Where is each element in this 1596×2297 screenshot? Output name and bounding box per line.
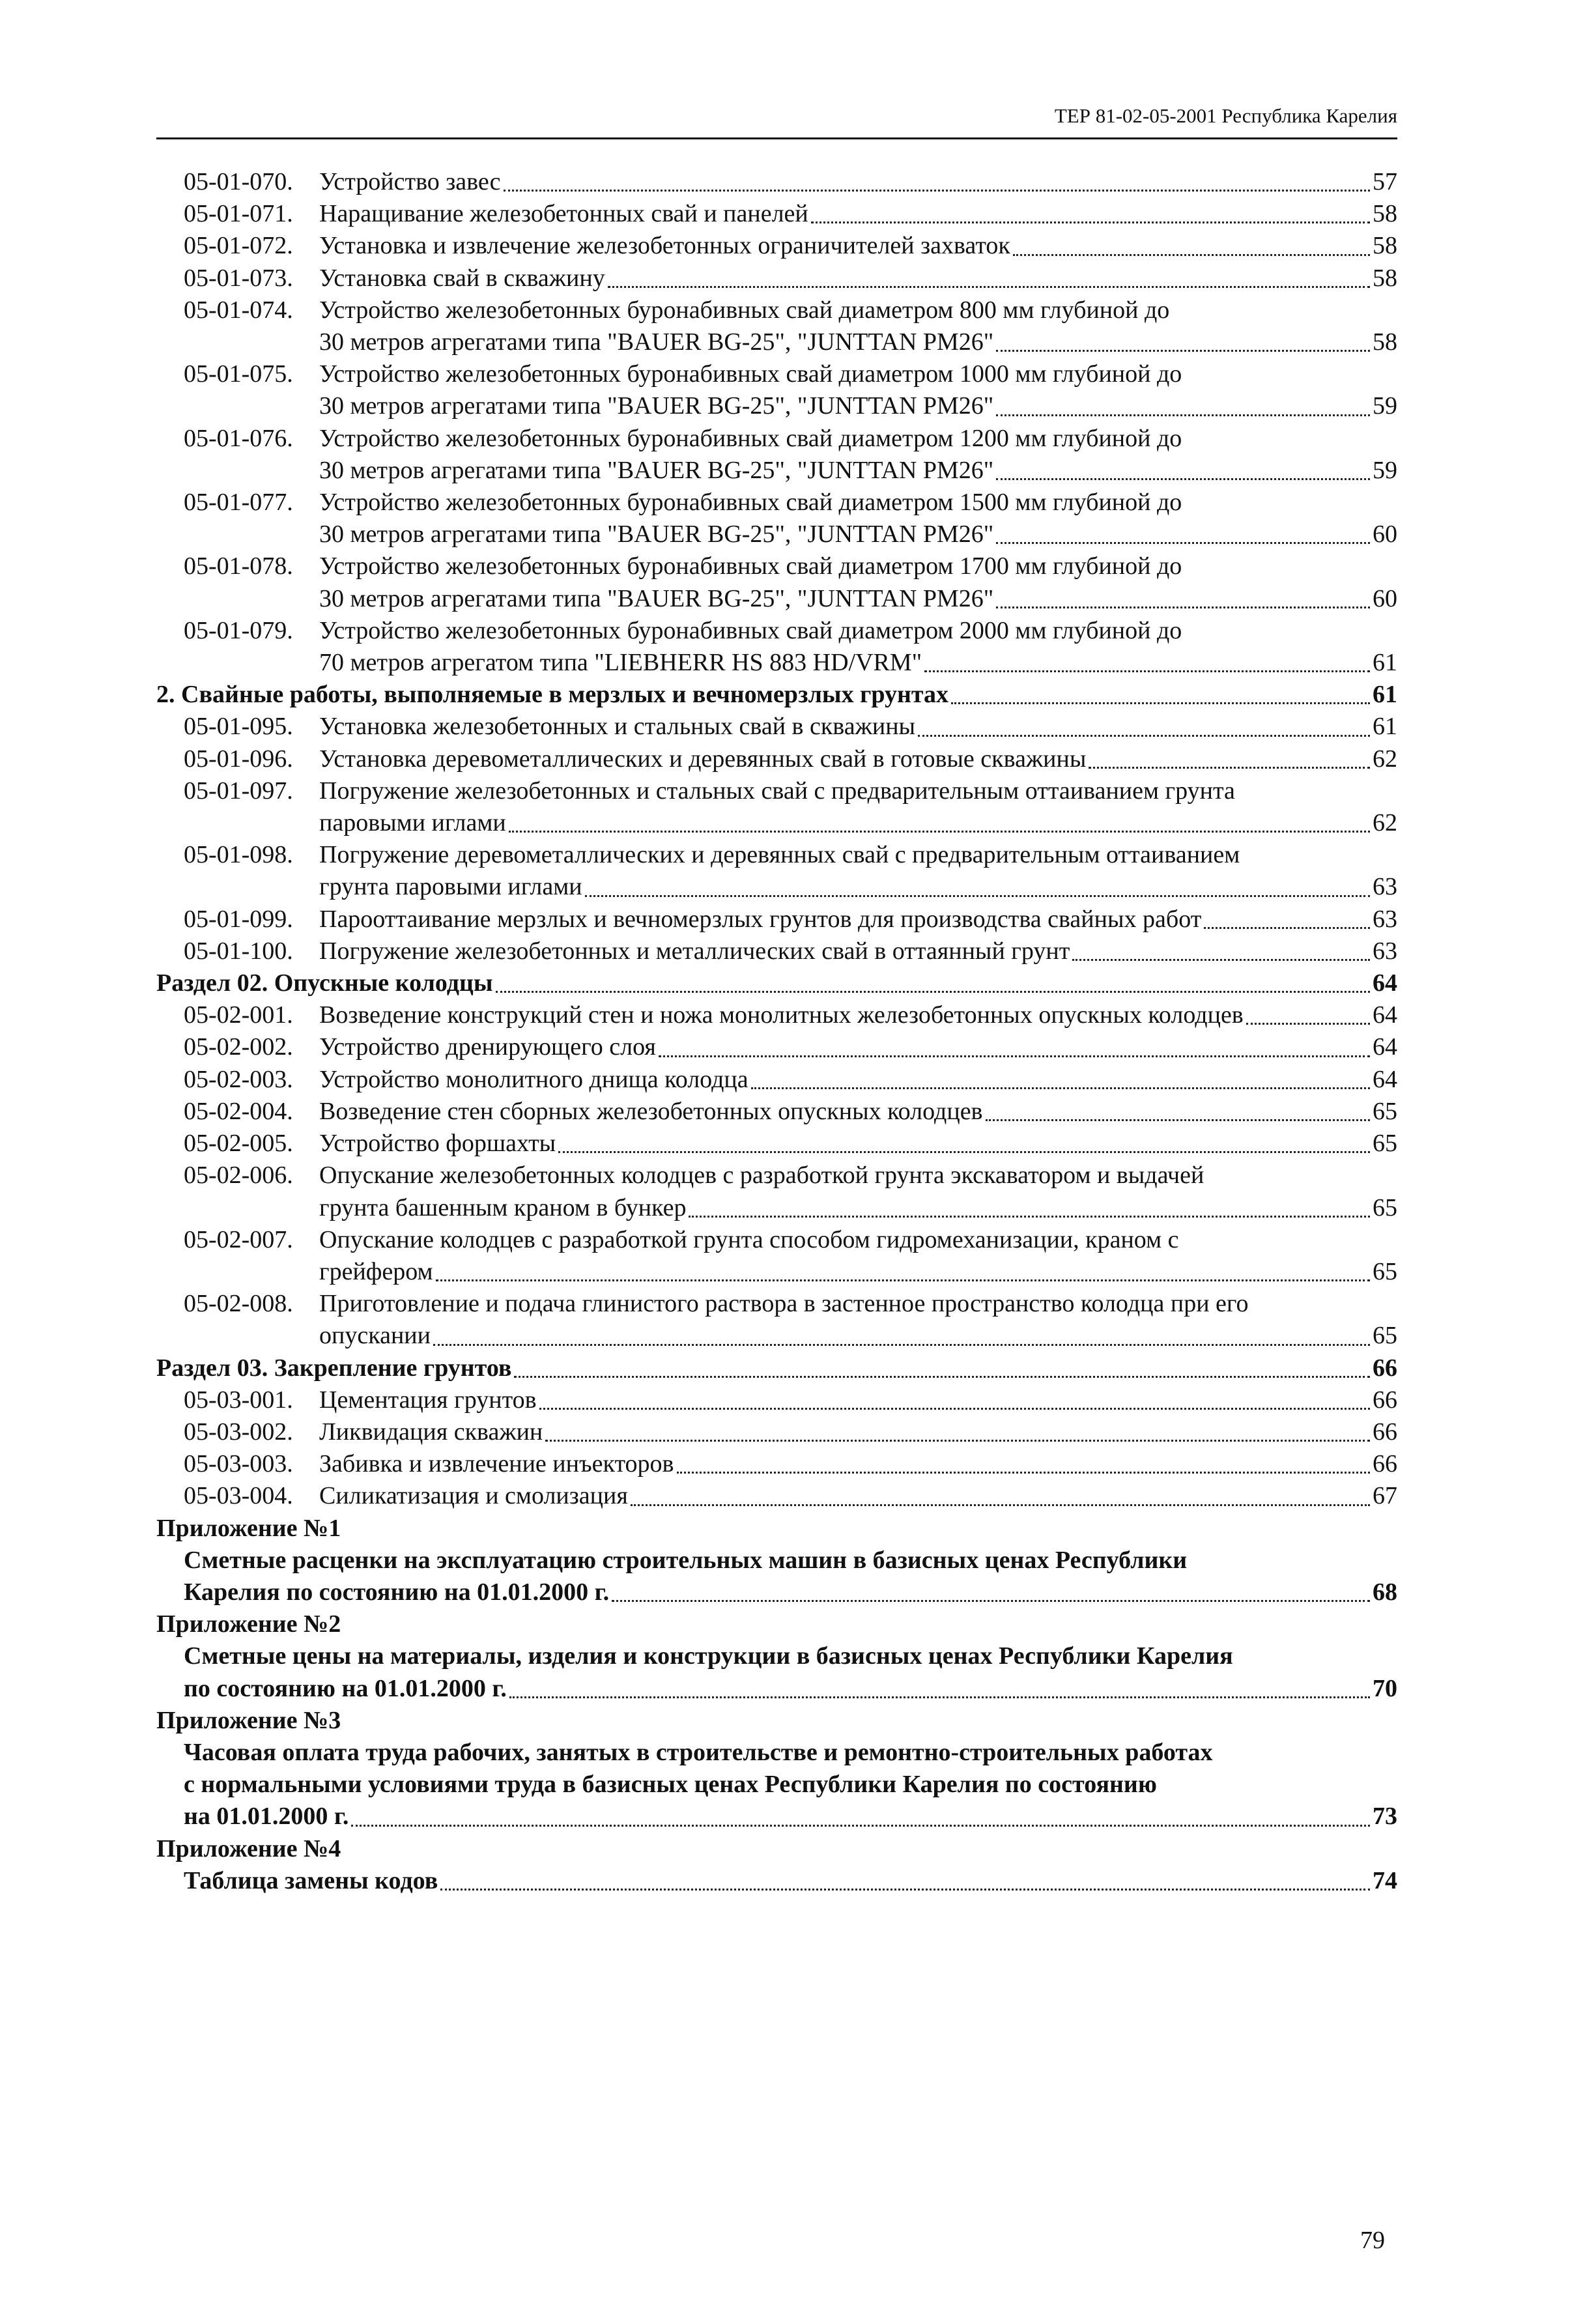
toc-entry-line: [184, 294, 1397, 358]
entry-page-number: 58: [1373, 328, 1397, 356]
dot-leader: [585, 895, 1370, 897]
toc-entry-line: [184, 775, 1397, 839]
dot-leader: [509, 1696, 1370, 1698]
entry-body: [319, 263, 1397, 294]
dot-leader: [751, 1087, 1370, 1089]
entry-title-line: Устройство железобетонных буронабивных свай диаметром 1200 мм глубиной до: [319, 424, 1182, 452]
entry-body: [319, 1288, 1397, 1352]
toc-entry[interactable]: [156, 904, 1397, 935]
entry-title-line: Цементация грунтов: [319, 1386, 537, 1414]
entry-title-line: Устройство железобетонных буронабивных свай диаметром 1700 мм глубиной до: [319, 552, 1182, 580]
entry-title-row: [319, 1064, 1397, 1096]
entry-page-number: 65: [1373, 1257, 1397, 1285]
entry-page-number: 63: [1373, 905, 1397, 933]
entry-title-line: Парооттаивание мерзлых и вечномерзлых грунтов для производства свайных работ: [319, 905, 1202, 933]
dot-leader: [558, 1151, 1370, 1153]
entry-title-row: [319, 1128, 1397, 1160]
entry-code: 05-01-070.: [184, 168, 293, 195]
entry-title-line: грунта паровыми иглами: [319, 873, 582, 901]
entry-title-row: [319, 1031, 1397, 1063]
dot-leader: [996, 606, 1370, 608]
toc-entry-line: [184, 615, 1397, 679]
toc-entry-line: [184, 1031, 1397, 1063]
entry-title-row: [319, 1320, 1397, 1352]
entry-body: [319, 904, 1397, 935]
entry-title-row: [319, 743, 1397, 775]
appendix-title-row: [184, 1577, 1397, 1608]
entry-code: 05-02-008.: [184, 1290, 293, 1318]
dot-leader: [433, 1344, 1370, 1346]
dot-leader: [996, 478, 1370, 480]
entry-code: 05-03-004.: [184, 1482, 293, 1510]
toc-entry[interactable]: [156, 550, 1397, 614]
entry-title-line: Забивка и извлечение инъекторов: [319, 1450, 674, 1478]
entry-body: [319, 423, 1397, 487]
toc-entry-line: [184, 935, 1397, 967]
entry-body: [319, 166, 1397, 198]
entry-title-line: Установка железобетонных и стальных свай в скважины: [319, 713, 916, 741]
entry-title-line: Установка деревометаллических и деревянных свай в готовые скважины: [319, 745, 1087, 773]
entry-title-line: Устройство железобетонных буронабивных свай диаметром 1500 мм глубиной до: [319, 489, 1182, 517]
toc-entry-line: [184, 743, 1397, 775]
toc-entry-line: [184, 1096, 1397, 1128]
toc-entry-line: [184, 1480, 1397, 1512]
entry-page-number: 64: [1373, 1033, 1397, 1061]
heading-row: [156, 967, 1397, 999]
entry-title-row: [319, 1096, 1397, 1128]
entry-title-line: Устройство железобетонных буронабивных свай диаметром 800 мм глубиной до: [319, 296, 1170, 324]
entry-page-number: 67: [1373, 1482, 1397, 1510]
appendix-title-row: [184, 1801, 1397, 1833]
entry-title-row: [319, 326, 1397, 358]
heading-row: [156, 1352, 1397, 1384]
page-number: 79: [1360, 2227, 1385, 2254]
toc-entry[interactable]: [156, 358, 1397, 422]
dot-leader: [514, 1376, 1370, 1378]
entry-title-row: [319, 871, 1397, 903]
entry-code: 05-01-072.: [184, 232, 293, 260]
heading-title: Раздел 03. Закрепление грунтов: [156, 1354, 512, 1382]
dot-leader: [631, 1504, 1370, 1506]
dot-leader: [545, 1440, 1370, 1442]
entry-code: 05-01-074.: [184, 296, 293, 324]
dot-leader: [608, 286, 1370, 288]
entry-title-row: [319, 904, 1397, 935]
entry-title-row: [319, 1256, 1397, 1288]
section-heading-razdel-02[interactable]: [156, 967, 1397, 999]
toc-entry[interactable]: [156, 743, 1397, 775]
entry-page-number: 64: [1373, 1065, 1397, 1093]
dot-leader: [1204, 927, 1370, 929]
appendix-entry[interactable]: [156, 1640, 1397, 1704]
entry-code: 05-01-073.: [184, 264, 293, 292]
dot-leader: [918, 735, 1370, 737]
entry-title-row: [319, 230, 1397, 262]
entry-body: [319, 999, 1397, 1031]
heading-page-number: 64: [1373, 969, 1397, 997]
entry-title-row: [319, 1448, 1397, 1480]
entry-body: [319, 230, 1397, 262]
dot-leader: [1246, 1023, 1370, 1025]
entry-code: 05-02-003.: [184, 1065, 293, 1093]
entry-body: [319, 1128, 1397, 1160]
entry-code: 05-02-001.: [184, 1001, 293, 1029]
entry-body: [319, 935, 1397, 967]
heading-row: [156, 679, 1397, 711]
entry-page-number: 58: [1373, 200, 1397, 228]
entry-title-row: [319, 999, 1397, 1031]
appendix-entry[interactable]: [156, 1545, 1397, 1608]
toc-entry[interactable]: [156, 1288, 1397, 1352]
appendix-title-line: Сметные расценки на эксплуатацию строительных машин в базисных ценах Республики: [184, 1546, 1188, 1574]
entry-title-line: Погружение железобетонных и стальных свай с предварительным оттаиванием грунта: [319, 777, 1235, 805]
entry-title-row: [319, 1480, 1397, 1512]
toc-entry-line: [184, 1128, 1397, 1160]
dot-leader: [509, 831, 1370, 833]
entry-title-row: [319, 647, 1397, 679]
entry-title-line: Силикатизация и смолизация: [319, 1482, 628, 1510]
appendix-page-number: 70: [1373, 1674, 1397, 1702]
entry-title-row: [319, 1416, 1397, 1448]
entry-title-line: Устройство форшахты: [319, 1130, 556, 1158]
entry-title-row: [319, 198, 1397, 230]
entry-title-line: Установка и извлечение железобетонных ограничителей захваток: [319, 232, 1010, 260]
entry-code: 05-01-076.: [184, 424, 293, 452]
entry-body: [319, 711, 1397, 743]
appendix-title-line: по состоянию на 01.01.2000 г.: [184, 1674, 507, 1702]
entry-code: 05-01-099.: [184, 905, 293, 933]
entry-code: 05-01-078.: [184, 552, 293, 580]
toc-entry[interactable]: [156, 935, 1397, 967]
dot-leader: [1013, 254, 1370, 256]
entry-title-line: Наращивание железобетонных свай и панелей: [319, 200, 808, 228]
entry-page-number: 66: [1373, 1418, 1397, 1446]
toc-entry-line: [184, 1448, 1397, 1480]
entry-page-number: 66: [1373, 1386, 1397, 1414]
toc-entry-line: [184, 839, 1397, 903]
dot-leader: [677, 1472, 1371, 1474]
appendix-title-line: Сметные цены на материалы, изделия и конструкции в базисных ценах Республики Карелия: [184, 1642, 1233, 1670]
dot-leader: [689, 1216, 1370, 1218]
entry-page-number: 65: [1373, 1193, 1397, 1221]
entry-code: 05-01-075.: [184, 360, 293, 388]
entry-title-row: [319, 1192, 1397, 1224]
entry-code: 05-02-007.: [184, 1225, 293, 1253]
toc-entry[interactable]: [156, 615, 1397, 679]
appendix-page-number: 73: [1373, 1803, 1397, 1831]
entry-code: 05-03-003.: [184, 1450, 293, 1478]
toc-entry[interactable]: [156, 999, 1397, 1031]
entry-body: [319, 1031, 1397, 1063]
toc-entry[interactable]: [156, 1096, 1397, 1128]
toc-entry[interactable]: [156, 1031, 1397, 1063]
header-rule: [156, 137, 1397, 139]
entry-code: 05-02-002.: [184, 1033, 293, 1061]
appendix-page-number: 74: [1373, 1866, 1397, 1894]
toc-entry[interactable]: [156, 1384, 1397, 1416]
toc-entry-line: [184, 1384, 1397, 1416]
toc-entry[interactable]: [156, 263, 1397, 294]
section-heading-frozen-soils[interactable]: [156, 679, 1397, 711]
entry-code: 05-02-004.: [184, 1097, 293, 1125]
toc-entry[interactable]: [156, 1160, 1397, 1223]
entry-code: 05-01-071.: [184, 200, 293, 228]
toc-entry[interactable]: [156, 230, 1397, 262]
dot-leader: [811, 221, 1370, 223]
entry-body: [319, 1224, 1397, 1288]
section-heading-razdel-03[interactable]: [156, 1352, 1397, 1384]
entry-title-line: Ликвидация скважин: [319, 1418, 543, 1446]
entry-page-number: 65: [1373, 1097, 1397, 1125]
entry-page-number: 65: [1373, 1130, 1397, 1158]
toc-entry-line: [184, 358, 1397, 422]
toc-entry[interactable]: [156, 1448, 1397, 1480]
toc-entry[interactable]: [156, 166, 1397, 198]
dot-leader: [496, 991, 1370, 993]
entry-title-line: Погружение деревометаллических и деревянных свай с предварительным оттаиванием: [319, 841, 1240, 869]
entry-page-number: 58: [1373, 264, 1397, 292]
entry-body: [319, 1416, 1397, 1448]
entry-title-line: Опускание колодцев с разработкой грунта способом гидромеханизации, краном с: [319, 1225, 1179, 1253]
entry-code: 05-01-098.: [184, 841, 293, 869]
toc-entry[interactable]: [156, 198, 1397, 230]
appendix-entry[interactable]: [156, 1865, 1397, 1897]
entry-body: [319, 615, 1397, 679]
heading-page-number: 61: [1373, 681, 1397, 709]
appendix-title-line: Часовая оплата труда рабочих, занятых в строительстве и ремонтно-строительных работах: [184, 1738, 1213, 1766]
toc-entry-line: [184, 487, 1397, 550]
entry-title-line: Устройство дренирующего слоя: [319, 1033, 656, 1061]
dot-leader: [924, 670, 1370, 672]
entry-body: [319, 1064, 1397, 1096]
entry-code: 05-03-001.: [184, 1386, 293, 1414]
entry-code: 05-01-096.: [184, 745, 293, 773]
toc-entry-line: [184, 1224, 1397, 1288]
entry-code: 05-02-006.: [184, 1162, 293, 1190]
toc-entry[interactable]: [156, 839, 1397, 903]
entry-title-row: [319, 807, 1397, 839]
entry-body: [319, 775, 1397, 839]
toc-entry[interactable]: [156, 1064, 1397, 1096]
appendix-title-row: [184, 1865, 1397, 1897]
entry-title-row: [319, 935, 1397, 967]
entry-page-number: 58: [1373, 232, 1397, 260]
dot-leader: [659, 1055, 1370, 1057]
entry-title-row: [319, 263, 1397, 294]
entry-title-line: Погружение железобетонных и металлических свай в оттаянный грунт: [319, 937, 1070, 965]
toc-entry[interactable]: [156, 294, 1397, 358]
entry-page-number: 57: [1373, 168, 1397, 195]
entry-title-line: 30 метров агрегатами типа "BAUER BG-25", "JUNTTAN PM26": [319, 328, 994, 356]
entry-page-number: 60: [1373, 521, 1397, 549]
entry-body: [319, 1096, 1397, 1128]
entry-title-line: Приготовление и подача глинистого раствора в застенное пространство колодца при его: [319, 1290, 1249, 1318]
dot-leader: [986, 1119, 1370, 1121]
toc-entry-line: [184, 1416, 1397, 1448]
entry-body: [319, 487, 1397, 550]
entry-body: [319, 839, 1397, 903]
entry-title-line: Устройство монолитного днища колодца: [319, 1065, 748, 1093]
dot-leader: [951, 702, 1370, 704]
toc-entry[interactable]: [156, 1416, 1397, 1448]
entry-code: 05-01-100.: [184, 937, 293, 965]
entry-body: [319, 1448, 1397, 1480]
entry-title-row: [319, 711, 1397, 743]
entry-title-line: 30 метров агрегатами типа "BAUER BG-25", "JUNTTAN PM26": [319, 392, 994, 420]
dot-leader: [612, 1600, 1370, 1602]
running-header: ТЕР 81-02-05-2001 Республика Карелия: [1054, 104, 1397, 127]
toc-entry[interactable]: [156, 1224, 1397, 1288]
toc-entry-line: [184, 1064, 1397, 1096]
entry-code: 05-01-097.: [184, 777, 293, 805]
entry-body: [319, 1480, 1397, 1512]
heading-page-number: 66: [1373, 1354, 1397, 1382]
entry-code: 05-01-079.: [184, 616, 293, 644]
entry-body: [319, 1160, 1397, 1223]
entry-title-line: 30 метров агрегатами типа "BAUER BG-25", "JUNTTAN PM26": [319, 456, 994, 484]
entry-title-row: [319, 390, 1397, 422]
appendix-title-line: Таблица замены кодов: [184, 1866, 438, 1894]
appendix-label: Приложение №1: [156, 1514, 341, 1542]
entry-page-number: 62: [1373, 745, 1397, 773]
entry-page-number: 59: [1373, 392, 1397, 420]
appendix-label: Приложение №4: [156, 1834, 341, 1862]
entry-code: 05-01-095.: [184, 713, 293, 741]
entry-title-line: Возведение стен сборных железобетонных опускных колодцев: [319, 1097, 983, 1125]
toc-entry[interactable]: [156, 1128, 1397, 1160]
entry-title-line: грейфером: [319, 1257, 433, 1285]
entry-body: [319, 1384, 1397, 1416]
dot-leader: [996, 414, 1370, 416]
entry-title-line: Устройство железобетонных буронабивных свай диаметром 1000 мм глубиной до: [319, 360, 1182, 388]
entry-page-number: 66: [1373, 1450, 1397, 1478]
entry-title-row: [319, 166, 1397, 198]
toc-entry-line: [184, 198, 1397, 230]
entry-code: 05-03-002.: [184, 1418, 293, 1446]
entry-page-number: 62: [1373, 809, 1397, 837]
entry-title-line: опускании: [319, 1322, 431, 1350]
toc-entry-line: [184, 166, 1397, 198]
entry-title-line: Опускание железобетонных колодцев с разработкой грунта экскаватором и выдачей: [319, 1162, 1204, 1190]
table-of-contents: [156, 166, 1397, 1897]
toc-entry-line: [184, 550, 1397, 614]
toc-entry[interactable]: [156, 487, 1397, 550]
entry-title-row: [319, 455, 1397, 487]
entry-page-number: 60: [1373, 584, 1397, 612]
dot-leader: [996, 350, 1370, 352]
entry-title-line: грунта башенным краном в бункер: [319, 1193, 687, 1221]
entry-body: [319, 198, 1397, 230]
appendix-title-line: с нормальными условиями труда в базисных ценах Республики Карелия по состоянию: [184, 1771, 1157, 1799]
appendix-label: Приложение №3: [156, 1706, 341, 1734]
toc-entry-line: [184, 230, 1397, 262]
entry-title-line: Устройство завес: [319, 168, 501, 195]
dot-leader: [539, 1408, 1370, 1410]
entry-page-number: 61: [1373, 713, 1397, 741]
entry-page-number: 63: [1373, 873, 1397, 901]
appendix-title-line: на 01.01.2000 г.: [184, 1803, 349, 1831]
toc-entry-line: [184, 423, 1397, 487]
toc-entry-line: [184, 263, 1397, 294]
toc-entry-line: [184, 999, 1397, 1031]
toc-entry-line: [184, 1160, 1397, 1223]
dot-leader: [996, 542, 1370, 544]
appendix-entry[interactable]: [156, 1737, 1397, 1833]
entry-title-line: 70 метров агрегатом типа "LIEBHERR HS 883 HD/VRM": [319, 649, 922, 677]
heading-title: 2. Свайные работы, выполняемые в мерзлых и вечномерзлых грунтах: [156, 681, 948, 709]
entry-body: [319, 743, 1397, 775]
entry-page-number: 63: [1373, 937, 1397, 965]
entry-page-number: 61: [1373, 649, 1397, 677]
entry-body: [319, 294, 1397, 358]
entry-body: [319, 358, 1397, 422]
entry-title-line: паровыми иглами: [319, 809, 506, 837]
dot-leader: [1072, 959, 1370, 961]
appendix-label: Приложение №2: [156, 1610, 341, 1638]
entry-body: [319, 550, 1397, 614]
toc-entry[interactable]: [156, 711, 1397, 743]
appendix-page-number: 68: [1373, 1578, 1397, 1606]
entry-page-number: 59: [1373, 456, 1397, 484]
entry-title-line: Устройство железобетонных буронабивных свай диаметром 2000 мм глубиной до: [319, 616, 1182, 644]
entry-code: 05-02-005.: [184, 1130, 293, 1158]
dot-leader: [436, 1279, 1370, 1281]
entry-title-row: [319, 1384, 1397, 1416]
entry-title-row: [319, 583, 1397, 615]
toc-entry[interactable]: [156, 775, 1397, 839]
entry-code: 05-01-077.: [184, 489, 293, 517]
entry-title-line: 30 метров агрегатами типа "BAUER BG-25", "JUNTTAN PM26": [319, 584, 994, 612]
entry-title-row: [319, 519, 1397, 550]
toc-entry[interactable]: [156, 423, 1397, 487]
entry-title-line: 30 метров агрегатами типа "BAUER BG-25", "JUNTTAN PM26": [319, 521, 994, 549]
entry-page-number: 65: [1373, 1322, 1397, 1350]
heading-title: Раздел 02. Опускные колодцы: [156, 969, 493, 997]
dot-leader: [440, 1889, 1370, 1890]
toc-entry-line: [184, 711, 1397, 743]
appendix-title-line: Карелия по состоянию на 01.01.2000 г.: [184, 1578, 610, 1606]
appendix-title-row: [184, 1673, 1397, 1705]
entry-page-number: 64: [1373, 1001, 1397, 1029]
dot-leader: [1089, 767, 1370, 769]
dot-leader: [351, 1825, 1370, 1827]
dot-leader: [504, 190, 1370, 192]
toc-entry-line: [184, 1288, 1397, 1352]
toc-entry-line: [184, 904, 1397, 935]
entry-title-line: Возведение конструкций стен и ножа монолитных железобетонных опускных колодцев: [319, 1001, 1244, 1029]
entry-title-line: Установка свай в скважину: [319, 264, 605, 292]
toc-entry[interactable]: [156, 1480, 1397, 1512]
